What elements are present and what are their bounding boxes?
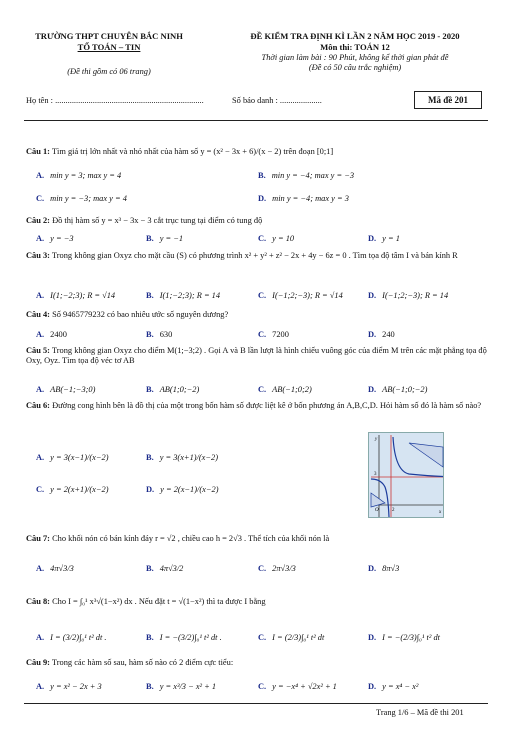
option[interactable]: A. 4π√3/3 (36, 564, 74, 573)
option[interactable]: D. 240 (368, 330, 395, 339)
option[interactable]: B. 4π√3/2 (146, 564, 184, 573)
option[interactable]: D. min y = −4; max y = 3 (258, 194, 349, 203)
question-number: Câu 2: (26, 216, 50, 225)
option[interactable]: B. 630 (146, 330, 173, 339)
question-number: Câu 9: (26, 658, 50, 667)
question-text: Tìm giá trị lớn nhất và nhỏ nhất của hàm số y = (x² − 3x + 6)/(x − 2) trên đoạn [0;1] (51, 147, 334, 156)
option[interactable]: C. 2π√3/3 (258, 564, 296, 573)
question-text: Đường cong hình bên là đồ thị của một trong bốn hàm số được liệt kê ở bốn phương án A,B,C,D. Hỏi hàm số đó là hàm số nào? (52, 401, 482, 410)
time-note: Thời gian làm bài : 90 Phút, không kể thời gian phát đề (261, 53, 449, 62)
option[interactable]: D. y = x⁴ − x² (368, 682, 419, 691)
question-text: Cho I = ∫₀¹ x³√(1−x²) dx . Nếu đặt t = √(1−x²) thì ta được I bằng (52, 597, 266, 606)
option[interactable]: A. y = 3(x−1)/(x−2) (36, 453, 109, 462)
name-field-label: Họ tên : ....................................................................... (26, 96, 204, 105)
option[interactable]: D. AB(−1;0;−2) (368, 385, 428, 394)
option[interactable]: A. I(1;−2;3); R = √14 (36, 291, 116, 300)
question-number: Câu 6: (26, 401, 50, 410)
origin-label: O (375, 508, 379, 513)
option[interactable]: B. min y = −4; max y = −3 (258, 171, 355, 180)
pages-note: (Đề thi gồm có 06 trang) (67, 67, 151, 76)
question-1 (26, 147, 333, 157)
question-4 (26, 310, 228, 320)
option[interactable]: A. AB(−1;−3;0) (36, 385, 96, 394)
option[interactable]: D. I(−1;2;−3); R = 14 (368, 291, 449, 300)
graph-svg (369, 433, 445, 519)
exam-code-box: Mã đề 201 (414, 91, 482, 109)
question-number: Câu 8: (26, 597, 50, 606)
tick-y-label: 3 (374, 472, 377, 477)
option[interactable]: A. I = (3/2)∫₀¹ t² dt . (36, 633, 107, 642)
option[interactable]: C. 7200 (258, 330, 289, 339)
option[interactable]: C. I(−1;2;−3); R = √14 (258, 291, 343, 300)
question-text: Trong không gian Oxyz cho điểm M(1;−3;2) . Gọi A và B lần lượt là hình chiếu vuông góc của điểm M trên các mặt phẳng tọa độ Oxy, Oyz. Tìm tọa độ véc tơ AB (26, 346, 487, 366)
option[interactable]: B. I(1;−2;3); R = 14 (146, 291, 221, 300)
function-graph (368, 432, 444, 518)
option[interactable]: A. min y = 3; max y = 4 (36, 171, 122, 180)
question-number: Câu 7: (26, 534, 50, 543)
option[interactable]: C. AB(−1;0;2) (258, 385, 312, 394)
option[interactable]: D. y = 1 (368, 234, 400, 243)
question-2 (26, 216, 262, 226)
option[interactable]: D. 8π√3 (368, 564, 400, 573)
question-text: Trong các hàm số sau, hàm số nào có 2 điểm cực tiểu: (51, 658, 234, 667)
option[interactable]: B. y = 3(x+1)/(x−2) (146, 453, 219, 462)
option[interactable]: D. y = 2(x−1)/(x−2) (146, 485, 219, 494)
question-number: Câu 3: (26, 251, 50, 260)
option[interactable]: D. I = −(2/3)∫₀¹ t² dt (368, 633, 440, 642)
footer-divider (24, 703, 488, 704)
subject: Môn thi: TOÁN 12 (320, 42, 390, 52)
question-text: Số 9465779232 có bao nhiêu ước số nguyên dương? (52, 310, 229, 319)
y-axis-label: y (375, 437, 378, 442)
option[interactable]: A. 2400 (36, 330, 67, 339)
option[interactable]: B. y = −1 (146, 234, 184, 243)
option[interactable]: C. min y = −3; max y = 4 (36, 194, 127, 203)
shaded-region (409, 443, 443, 467)
question-5 (26, 346, 488, 366)
question-count: (Đề có 50 câu trắc nghiệm) (308, 63, 402, 72)
option[interactable]: B. AB(1;0;−2) (146, 385, 200, 394)
question-number: Câu 1: (26, 147, 50, 156)
option[interactable]: A. y = x² − 2x + 3 (36, 682, 102, 691)
question-3 (26, 251, 488, 261)
question-text: Đồ thị hàm số y = x³ − 3x − 3 cắt trục tung tại điểm có tung độ (52, 216, 263, 225)
question-6 (26, 401, 488, 411)
exam-title: ĐỀ KIỂM TRA ĐỊNH KÌ LẦN 2 NĂM HỌC 2019 - 2020 (250, 31, 460, 41)
option[interactable]: B. y = x³/3 − x² + 1 (146, 682, 217, 691)
question-number: Câu 5: (26, 346, 50, 355)
question-text: Cho khối nón có bán kính đáy r = √2 , chiều cao h = 2√3 . Thể tích của khối nón là (52, 534, 330, 543)
option[interactable]: C. I = (2/3)∫₀¹ t² dt (258, 633, 325, 642)
tick-x-label: 2 (392, 508, 395, 513)
option[interactable]: C. y = 10 (258, 234, 295, 243)
header-divider (24, 120, 488, 121)
group-name: TỔ TOÁN – TIN (77, 42, 141, 52)
question-7 (26, 534, 329, 544)
option[interactable]: C. y = −x⁴ + √2x² + 1 (258, 682, 337, 691)
question-number: Câu 4: (26, 310, 50, 319)
school-name: TRƯỜNG THPT CHUYÊN BẮC NINH (35, 31, 183, 41)
page-footer: Trang 1/6 – Mã đề thi 201 (376, 708, 464, 717)
id-field-label: Số báo danh : .................... (232, 96, 322, 105)
option[interactable]: A. y = −3 (36, 234, 74, 243)
question-8 (26, 597, 266, 607)
option[interactable]: B. I = −(3/2)∫₀¹ t² dt . (146, 633, 222, 642)
question-text: Trong không gian Oxyz cho mặt cầu (S) có phương trình x² + y² + z² − 2x + 4y − 6z = 0 . Tìm tọa độ tâm I và bán kính R (51, 251, 458, 260)
option[interactable]: C. y = 2(x+1)/(x−2) (36, 485, 109, 494)
x-axis-label: x (439, 510, 442, 515)
question-9 (26, 658, 233, 668)
